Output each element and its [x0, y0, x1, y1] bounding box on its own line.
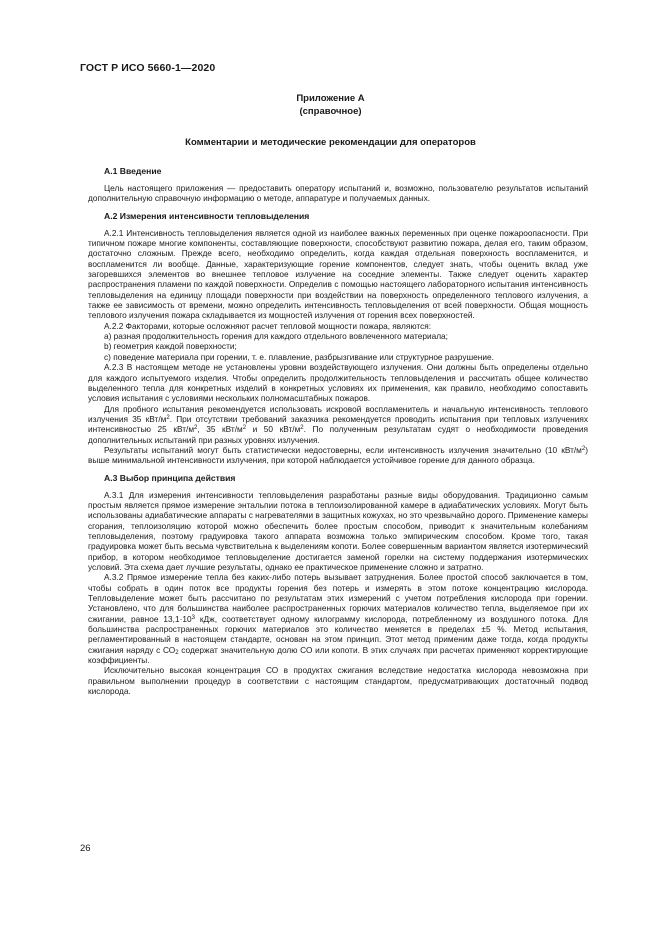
paragraph-a3-2: А.3.2 Прямое измерение тепла без каких-либо потерь вызывает затруднения. Более простой способ заключается в том, чтобы собрать в один поток все продукты горения без потерь и измерять в этом потоке концентрацию кислорода. Тепловыделение может быть рассчитано по результатам этих измерений с учетом потребления кислорода при горении. Установлено, что для большинства наиболее распространенных горючих материалов количество тепла, выделяемое при их сжигании, равное $13,1\cdot 10^3$ кДж, соответствует одному килограмму кислорода, потребленному из воздушного потока. Для большинства распространенных горючих материалов это количество меняется в пределах ±5 %. Метод испытания, регламентированный в настоящем стандарте, основан на этом принцип. Этот метод применим даже тогда, когда продукты сжигания наряду с $СО_2$ содержат значительную долю СО или копоти. В этих случаях при расчетах применяют корректирующие коэффициенты.: [88, 572, 588, 666]
paragraph-a2-1: А.2.1 Интенсивность тепловыделения является одной из наиболее важных переменных при оценке пожароопасности. При типичном пожаре многие компоненты, составляющие поверхности, способствуют развитию пожара, делая его, таким образом, достаточно сложным. Прежде всего, необходимо определить, когда каждая отдельная поверхность воспламенится, и воспламенится ли вообще. Данные, характеризующие горение компонентов, следует знать, чтобы оценить вклад уже загоревшихся элементов во внешнее тепловое излучение на соседние элементы. Также следует оценить характер распространения пламени по каждой поверхности. Определив с помощью настоящего лабораторного испытания интенсивность тепловыделения на единицу площади поверхности при воздействии на поверхность определенного теплового излучения, а также ее зависимость от времени, можно определить интенсивность тепловыделения от всей поверхности. Общая мощность теплового излучения пожара складывается из мощностей излучения от горения всех поверхностей.: [88, 227, 588, 321]
paragraph-a3-1: А.3.1 Для измерения интенсивности тепловыделения разработаны разные виды оборудования. Традиционно самым простым является прямое измерение энтальпии потока в теплоизолированной камере в адиабатических условиях. Могут быть использованы адиабатические аппараты с нагревателями в защитных кожухах, но это чрезвычайно дорого. Применение камеры сгорания, теплоизоляцию которой можно обеспечить более простым способом, приводит к значительным колебаниям тепловыделения, поэтому градуировка такого аппарата возможна только эмпирическим способом. Кроме того, такая градуировка может быть весьма чувствительна к выделениям копоти. Более совершенным вариантом является изотермический прибор, в котором необходимое тепловыделение достигается заменой горелки на систему поддержания изотермических условий. Эта схема дает лучшие результаты, однако ее практическое применение сложно и затратно.: [88, 489, 588, 572]
list-item-a: а) разная продолжительность горения для каждого отдельного вовлеченного материала;: [104, 331, 448, 342]
page-number: 26: [80, 843, 91, 854]
paragraph-a2-4: Для пробного испытания рекомендуется использовать искровой воспламенитель и начальную интенсивность теплового излучения 35 кВт/$м^2$. При отсутствии требований заказчика рекомендуется проводить испытания при тепловых излучениях интенсивностью 25 кВт/$м^2$, 35 кВт/$м^2$ и 50 кВт/$м^2$. По полученным результатам судят о необходимости проведения дополнительных испытаний при разных уровнях излучения.: [88, 403, 588, 445]
paragraph-a2-2: А.2.2 Факторами, которые осложняют расчет тепловой мощности пожара, являются:: [104, 320, 432, 331]
standard-header: ГОСТ Р ИСО 5660-1—2020: [80, 62, 216, 74]
paragraph-a2-3: А.2.3 В настоящем методе не установлены уровни воздействующего излучения. Они должны быть определены отдельно для каждого испытуемого изделия. Чтобы определить продолжительность тепловыделения и рассчитать общее количество выделенного тепла для конкретных изделий в конкретных условиях их применения, как правило, необходимо сопоставить условия испытания с условиями нескольких полномасштабных пожаров.: [88, 362, 588, 404]
paragraph-a2-5: Результаты испытаний могут быть статистически недостоверны, если интенсивность излучения значительно (10 кВт/$м^2$) выше минимальной интенсивности излучения, при которой наблюдается устойчивое горение для данного образца.: [88, 444, 588, 466]
paragraph-a1-1: Цель настоящего приложения — предоставить оператору испытаний и, возможно, пользователю результатов испытаний дополнительную справочную информацию о методе, аппаратуре и получаемых данных.: [88, 183, 588, 204]
annex-title: Приложение А: [296, 93, 365, 104]
document-title: Комментарии и методические рекомендации для операторов: [185, 137, 476, 148]
list-item-c: с) поведение материала при горении, т. е. плавление, разбрызгивание или структурное разрушение.: [104, 351, 494, 362]
list-item-b: b) геометрия каждой поверхности;: [104, 341, 237, 352]
section-heading-a3: А.3 Выбор принципа действия: [104, 472, 236, 483]
section-heading-a1: А.1 Введение: [104, 166, 162, 176]
section-heading-a2: А.2 Измерения интенсивности тепловыделения: [104, 210, 310, 221]
paragraph-a3-3: Исключительно высокая концентрация СО в продуктах сжигания вследствие недостатка кислорода невозможна при правильном выполнении процедур в соответствии с настоящим стандартом, предусматривающих достаточный подвод кислорода.: [88, 665, 588, 697]
annex-subtitle: (справочное): [299, 106, 362, 117]
document-body: [88, 165, 588, 696]
